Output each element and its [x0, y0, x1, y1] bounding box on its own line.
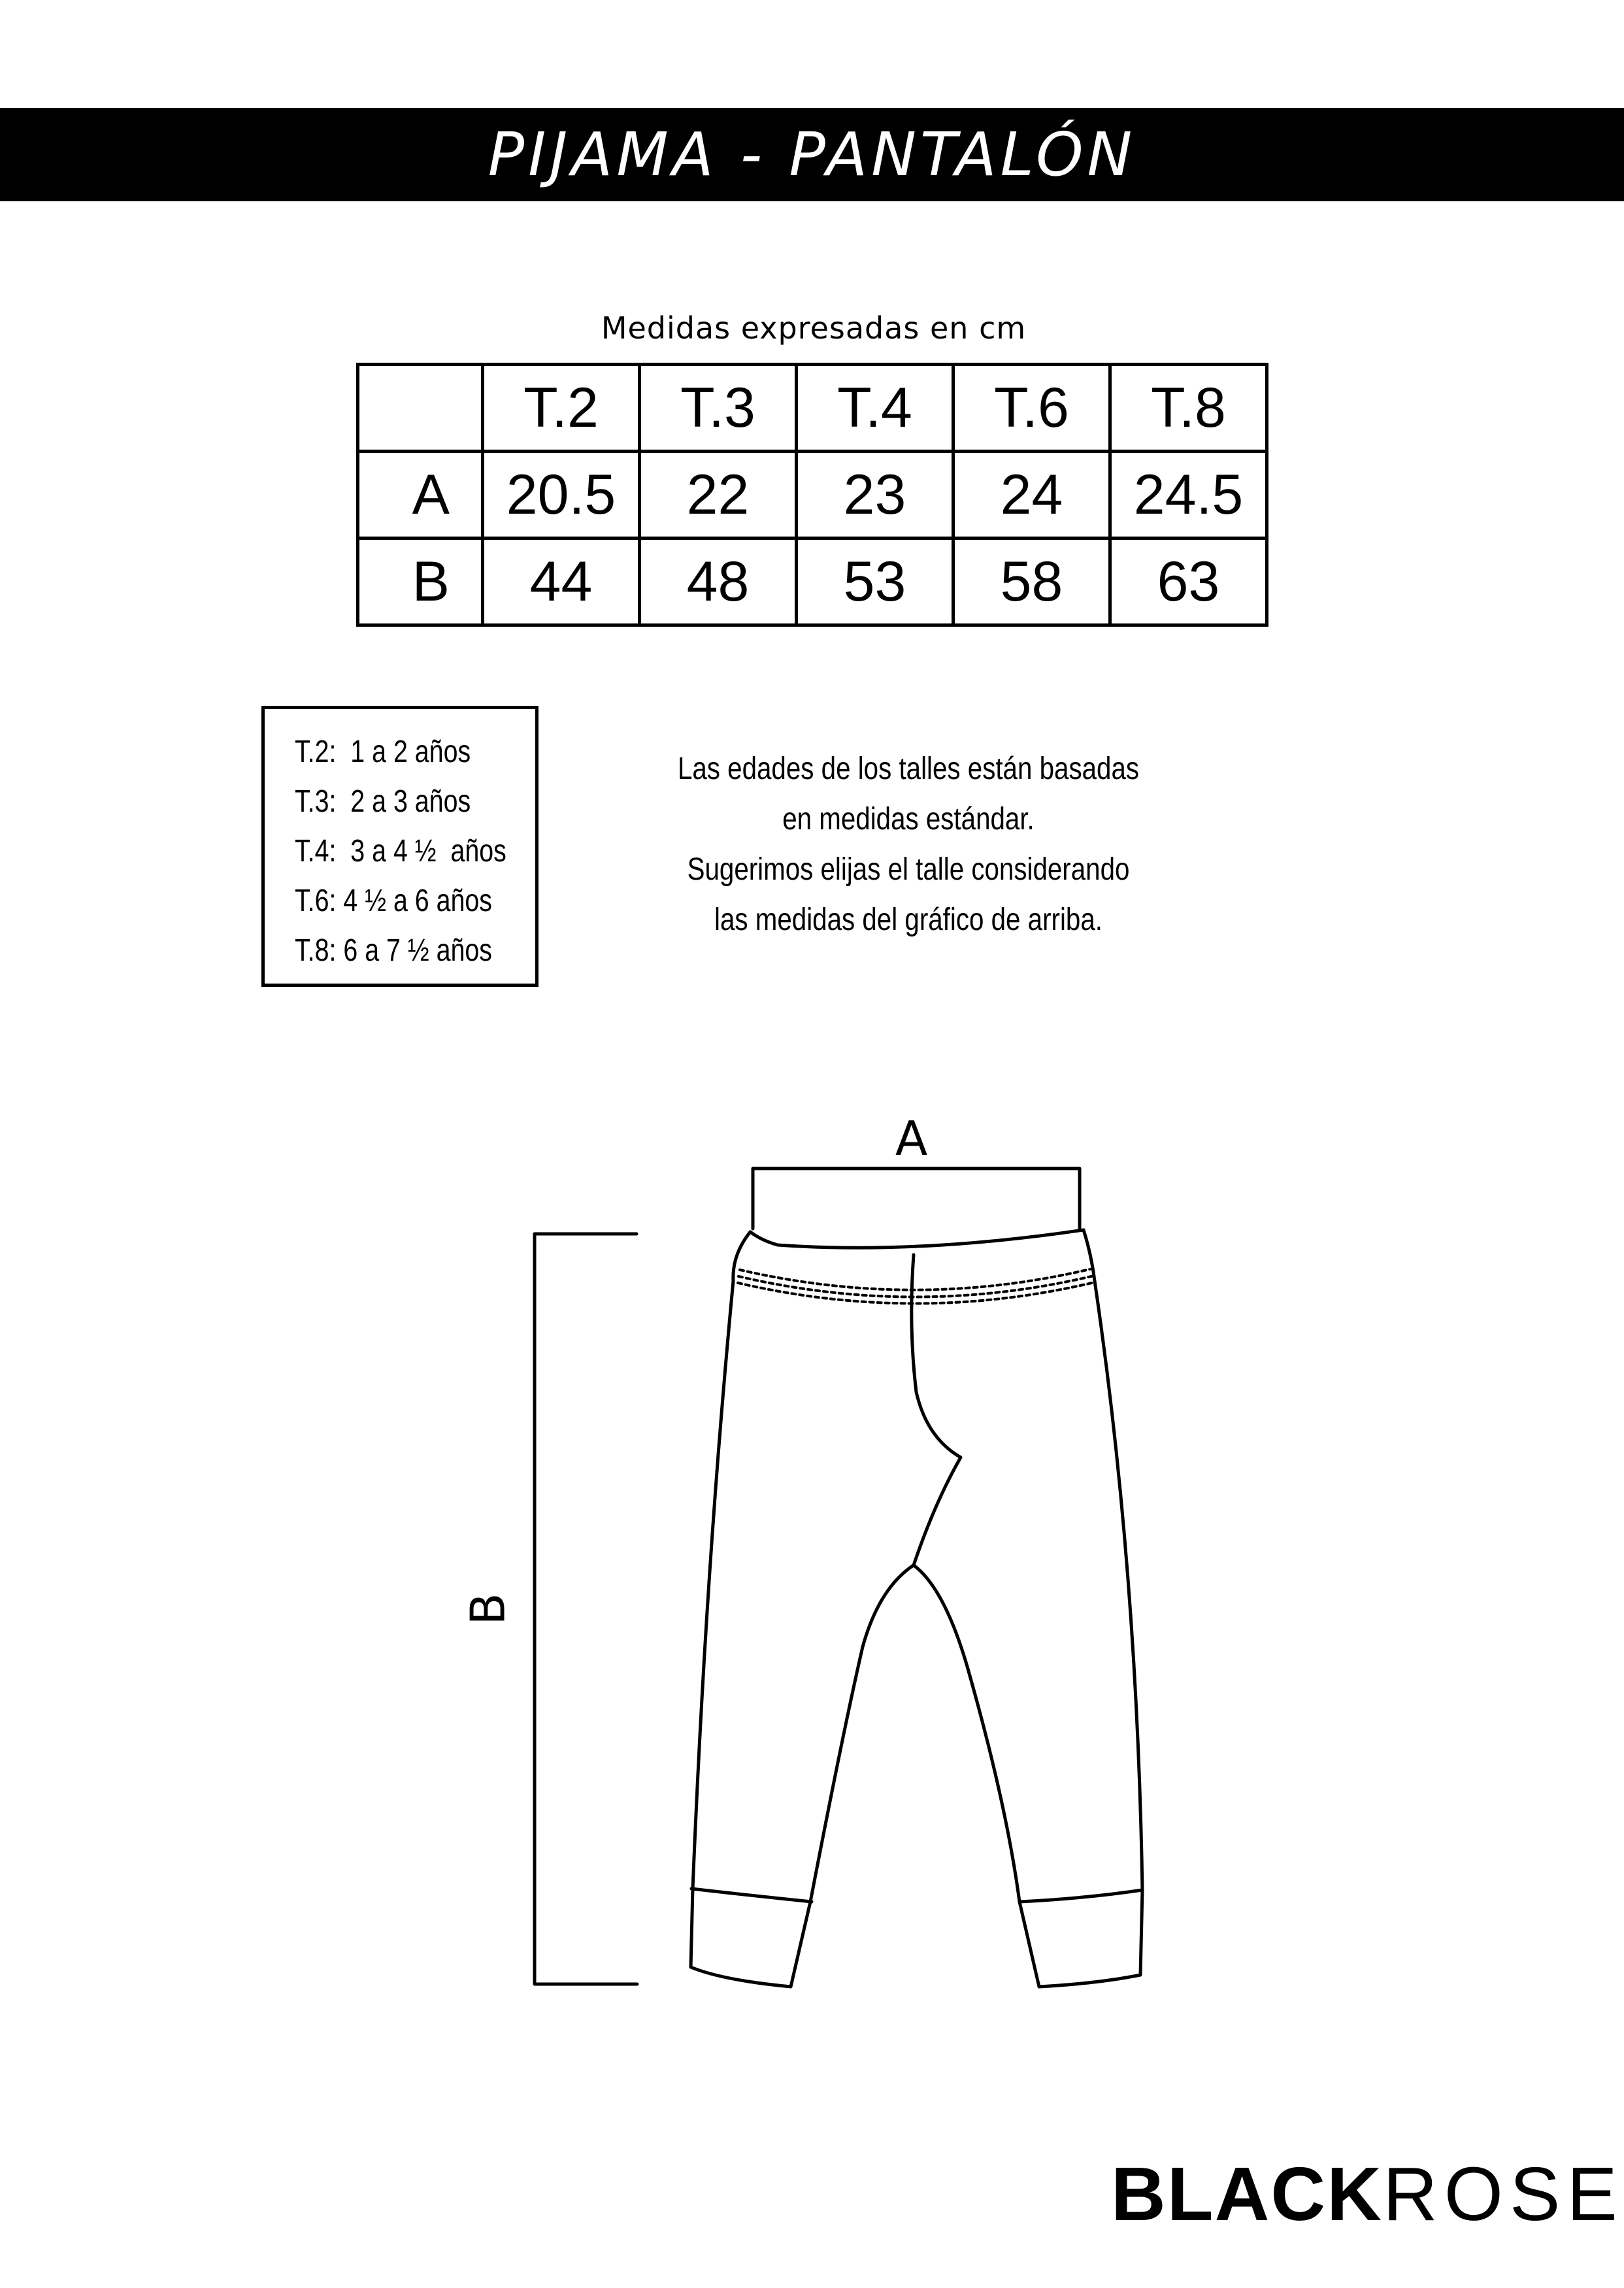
- units-note: Medidas expresadas en cm: [601, 310, 1027, 346]
- left-leg-outline: [691, 1232, 810, 1987]
- table-cell: 53: [797, 539, 953, 625]
- inner-leg-outline: [810, 1565, 1019, 1902]
- brand-logo: [1111, 2150, 1624, 2238]
- column-header: T.4: [797, 365, 953, 452]
- table-cell: 48: [640, 539, 797, 625]
- column-header: T.8: [1110, 365, 1267, 452]
- table-cell: 24.5: [1110, 452, 1267, 539]
- column-header: T.2: [483, 365, 640, 452]
- measure-a-label: A: [895, 1111, 928, 1166]
- column-header: T.6: [953, 365, 1110, 452]
- table-cell: 20.5: [483, 452, 640, 539]
- advice-line: Las edades de los talles están basadas: [677, 752, 1140, 786]
- age-range-item: T.2: 1 a 2 años: [295, 735, 471, 769]
- age-range-item: T.8: 6 a 7 ½ años: [295, 933, 492, 968]
- waistband: [750, 1230, 1084, 1248]
- page-title: PIJAMA - PANTALÓN: [488, 120, 1136, 190]
- age-range-item: T.4: 3 a 4 ½ años: [295, 834, 506, 869]
- right-cuff-seam: [1019, 1890, 1142, 1902]
- measure-a-bracket: [753, 1169, 1080, 1229]
- advice-line: las medidas del gráfico de arriba.: [714, 903, 1102, 937]
- age-range-item: T.6: 4 ½ a 6 años: [295, 884, 492, 918]
- table-cell: 23: [797, 452, 953, 539]
- table-cell: 58: [953, 539, 1110, 625]
- table-cell: 63: [1110, 539, 1267, 625]
- row-label: A: [358, 452, 483, 539]
- row-label: B: [358, 539, 483, 625]
- left-cuff-seam: [691, 1889, 812, 1902]
- brand-logo-part: BLACK: [1111, 2151, 1383, 2236]
- table-cell: 44: [483, 539, 640, 625]
- fly-seam: [912, 1255, 961, 1565]
- right-leg-outline: [1019, 1230, 1142, 1987]
- advice-line: en medidas estándar.: [782, 802, 1035, 837]
- table-cell: 24: [953, 452, 1110, 539]
- brand-logo-part: ROSE: [1382, 2151, 1624, 2236]
- column-header: T.3: [640, 365, 797, 452]
- measure-b-bracket: [535, 1234, 637, 1984]
- age-range-item: T.3: 2 a 3 años: [295, 784, 471, 819]
- table-cell: 22: [640, 452, 797, 539]
- measure-b-label: B: [460, 1593, 516, 1625]
- advice-line: Sugerimos elijas el talle considerando: [687, 852, 1130, 887]
